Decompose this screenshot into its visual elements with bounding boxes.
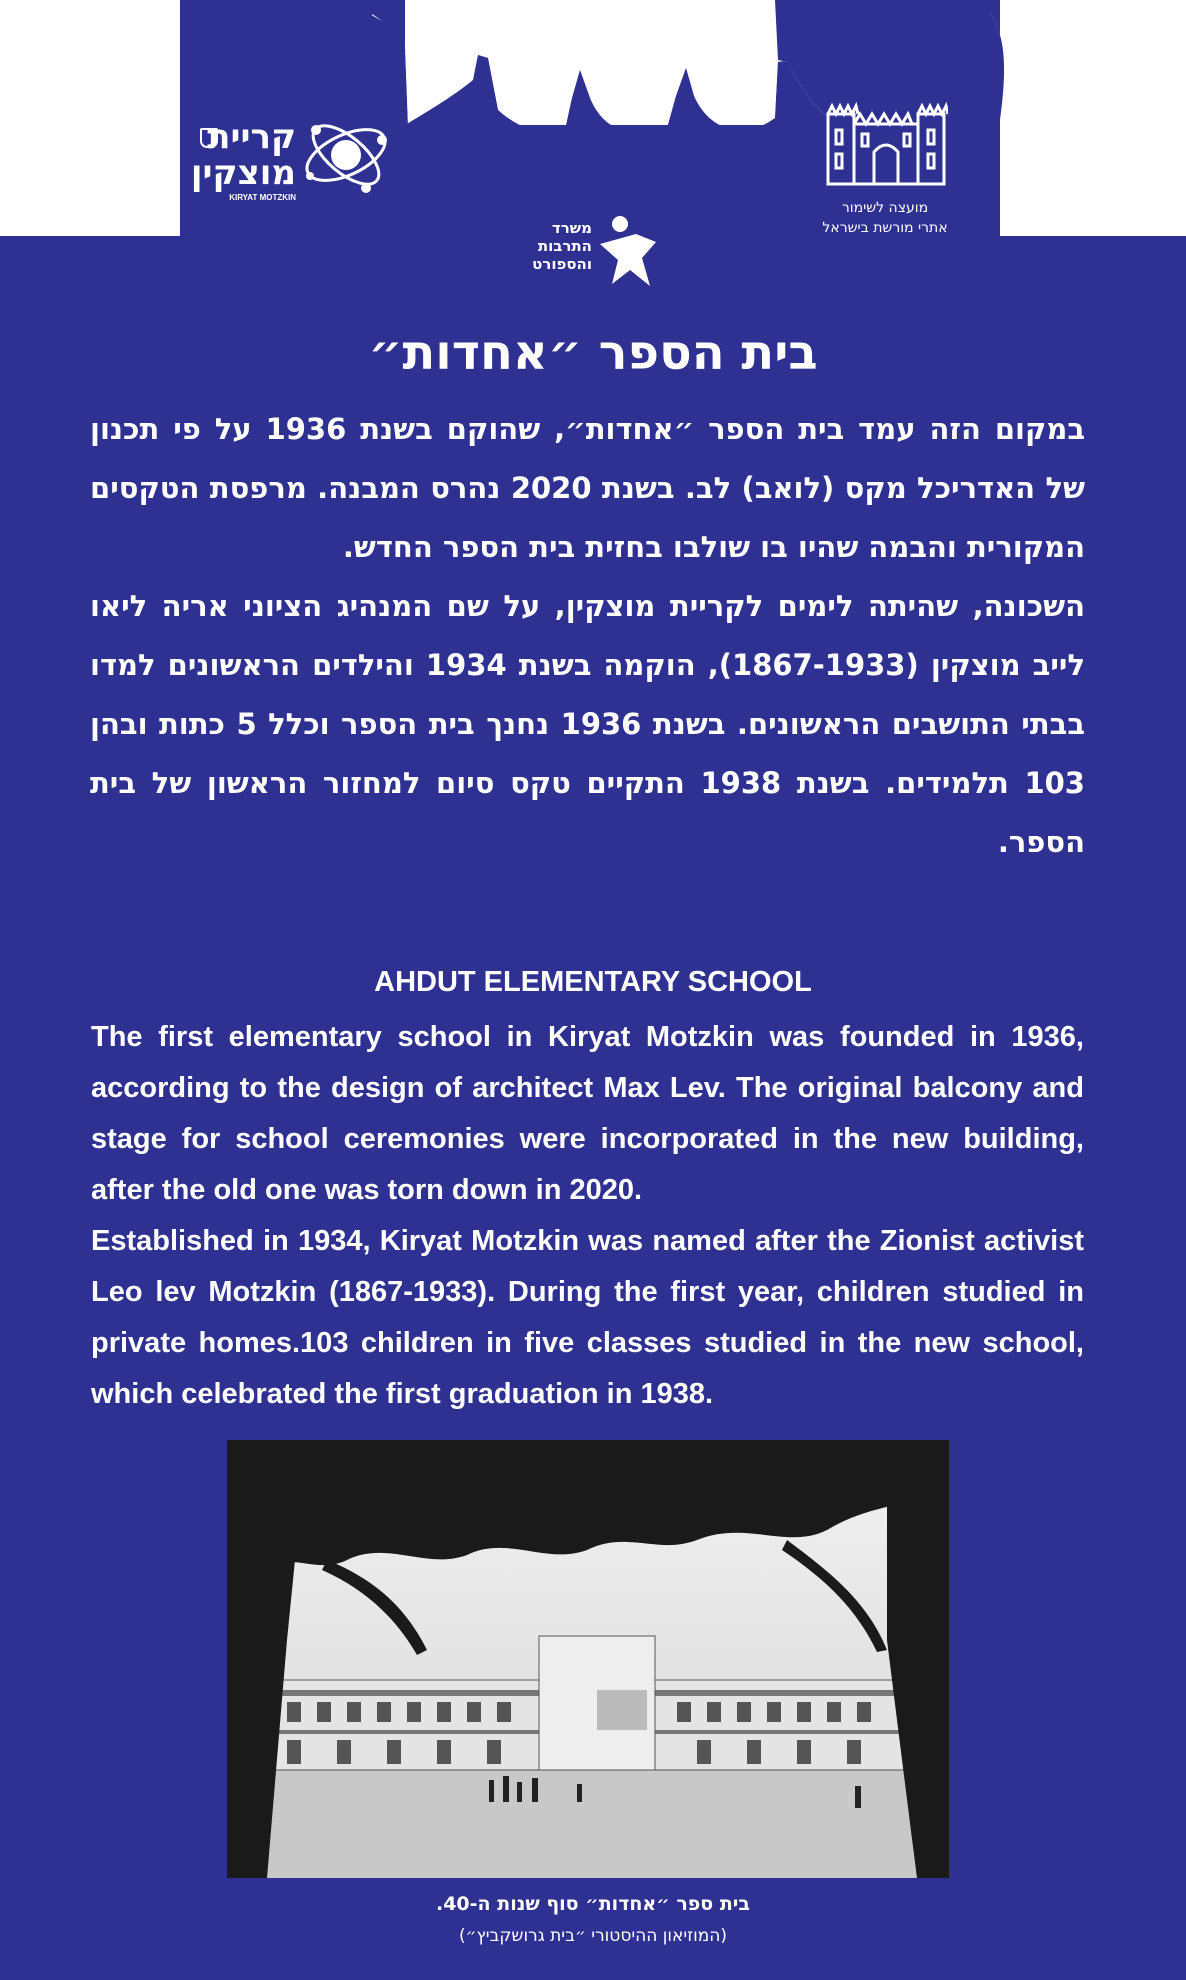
council-logo — [800, 90, 970, 240]
ministry-line3: והספורט — [532, 255, 592, 273]
council-line1: מועצה לשימור — [841, 200, 929, 216]
historic-school-photo — [227, 1440, 949, 1878]
hebrew-paragraph-2: השכונה, שהיתה לימים לקריית מוצקין, על שם המנהיג הציוני אריה ליאו לייב מוצקין (1867-1933), הוקמה בשנת 1934 והילדים הראשונים למדו בבתי התושבים הראשונים. בשנת 1936 נחנך בית הספר וכלל 5 כתות ובהן 103 תלמידים. בשנת 1938 התקיים טקס סיום למחזור הראשון של בית הספר. — [90, 589, 1086, 859]
kiryat-motzkin-logo — [190, 117, 396, 202]
council-line2: אתרי מורשת בישראל — [822, 220, 948, 236]
english-body — [91, 1012, 1084, 1420]
school-photo-illustration — [227, 1440, 949, 1878]
ministry-logo — [512, 214, 662, 294]
kiryat-logo-en: KIRYAT MOTZKIN — [229, 193, 296, 202]
kiryat-logo-line1: קריית — [207, 117, 296, 157]
english-title: AHDUT ELEMENTARY SCHOOL — [374, 966, 812, 998]
atom-icon — [296, 110, 396, 200]
english-paragraph-2: Established in 1934, Kiryat Motzkin was named after the Zionist activist Leo lev Motzkin (1867-1933). During the first year, children studied in private homes.103 children in five classes studied in the new school, which celebrated the first graduation in 1938. — [91, 1225, 1084, 1410]
hebrew-title: בית הספר ״אחדות״ — [368, 325, 818, 381]
photo-caption-line-1: בית ספר ״אחדות״ סוף שנות ה-40. — [435, 1893, 750, 1915]
photo-caption-line-2: (המוזיאון ההיסטורי ״בית גרושקביץ״) — [458, 1926, 728, 1946]
hebrew-body — [90, 400, 1085, 872]
ministry-line1: משרד — [551, 219, 592, 237]
city-emblem-icon — [200, 128, 218, 148]
kiryat-logo-line2: מוצקין — [190, 153, 296, 193]
english-paragraph-1: The first elementary school in Kiryat Motzkin was founded in 1936, according to the design of architect Max Lev. The original balcony and stage for school ceremonies were incorporated in the new building, after the old one was torn down in 2020. — [91, 1021, 1084, 1206]
hebrew-paragraph-1: במקום הזה עמד בית הספר ״אחדות״, שהוקם בשנת 1936 על פי תכנון של האדריכל מקס (לואב) לב. בשנת 2020 נהרס המבנה. מרפסת הטקסים המקורית והבמה שהיו בו שולבו בחזית בית הספר החדש. — [90, 412, 1086, 564]
ministry-line2: התרבות — [537, 237, 592, 255]
star-figure-icon — [596, 214, 662, 290]
building-icon — [824, 90, 948, 188]
logos-area — [0, 0, 1186, 300]
